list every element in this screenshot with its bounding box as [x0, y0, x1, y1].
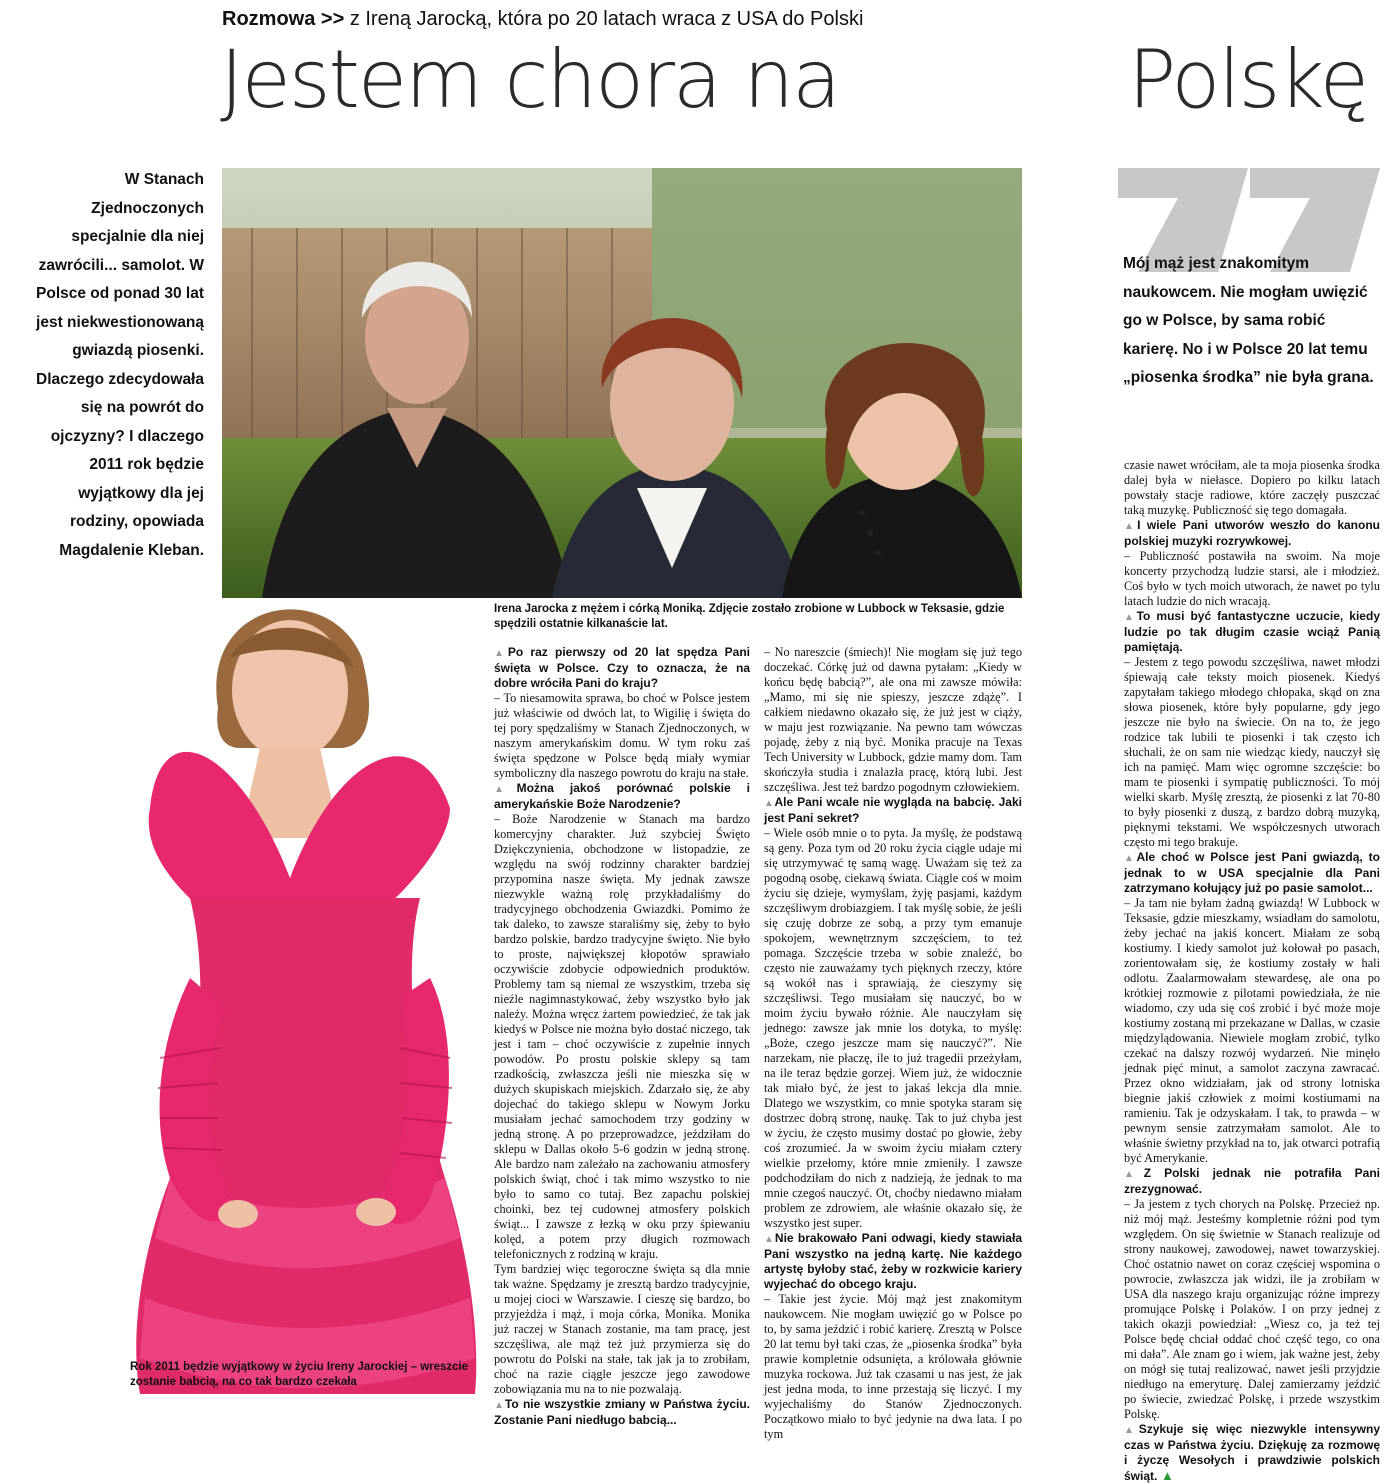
interview-answer: – Wiele osób mnie o to pyta. Ja myślę, że podstawą są geny. Poza tym od 20 roku życia ciągle udaje mi się utrzymywać tę samą wagę. Uważam się też za pogodną osobę, ciekawą świata. Ciągle coś w moim życiu się dzieje, wymyślam, żyję pasjami, każdym szczęśliwym drobiazgiem. I tak myślę sobie, że jeśli się czuję dobrze ze sobą, a przy tym emanuje spokojem, wewnętrznym szczęściem, to też pomaga. Szczęście trzeba w sobie znaleźć, bo często nie zauważamy tych pięknych rzeczy, które są wokół nas i sprawiają, że cieszymy się szczęśliwsi. Tego musiałam się nauczyć, bo w moim życiu bywało różnie. Ale nauczyłam się jednego: zawsze jak mnie los dotyka, to myślę: „Boże, czego jeszcze mam się nauczyć?”. Nie narzekam, nie płaczę, ile to już tragedii przeżyłam, na ile teraz będzie gorzej. Wiem już, że widocznie tak miało być, że jest to jakaś lekcja dla mnie. Dlatego we wszystkim, co mnie spotyka staram się dostrzec dobrą stronę, naukę. Tak to już chyba jest w życiu, że często musimy dostać po głowie, żeby coś zrozumieć. Ja w swoim życiu miałam cztery wielkie przełomy, które mnie zmieniły. I zawsze podchodziłam do nich z nadzieją, że jednak to ma mnie czegoś nauczyć. Ot, choćby niedawno miałam problem ze zdrowiem, ale właśnie okazało się, że wszystko jest super.: [764, 826, 1022, 1230]
kicker-text: z Ireną Jarocką, która po 20 latach wraca z USA do Polski: [344, 8, 864, 30]
interview-answer: – Jestem z tego powodu szczęśliwa, nawet młodzi śpiewają całe teksty moich piosenek. Kiedyś zapytałam takiego młodego chłopaka, skąd on zna słowa piosenek, które były popularne, gdy jego jeszcze nie było na świecie. On na to, że jego rodzice tak lubili te piosenki i tak często ich słuchali, że on sam nie wiedząc kiedy, nauczył się ich na pamięć. Mam więc ogromne szczęście: bo mam te piosenki i sympatię publiczności. To mój wielki skarb. Myślę zresztą, że piosenki z lat 70-80 to były piosenki z duszą, z bardzo dobrą muzyką, pięknymi tekstami. We współczesnych utworach często mi tego brakuje.: [1124, 655, 1380, 849]
interview-question: ▲ Można jakoś porównać polskie i amerykańskie Boże Narodzenie?: [494, 781, 750, 812]
end-of-article-icon: ▲: [1157, 1468, 1174, 1483]
lead-paragraph: W Stanach Zjednoczonych specjalnie dla niej zawrócili... samolot. W Polsce od ponad 30 lat jest niekwestionowaną gwiazdą piosenki. Dlaczego zdecydowała się na powrót do ojczyzny? I dlaczego 2011 rok będzie wyjątkowy dla jej rodziny, opowiada Magdalenie Kleban.: [36, 171, 204, 559]
interview-question: ▲ To musi być fantastyczne uczucie, kiedy ludzie po tak długim czasie wciąż Panią pamiętają.: [1124, 609, 1380, 655]
kicker: [222, 8, 1122, 31]
interview-question: ▲ Ale Pani wcale nie wygląda na babcię. Jaki jest Pani sekret?: [764, 795, 1022, 826]
interview-question: ▲ To nie wszystkie zmiany w Państwa życiu. Zostanie Pani niedługo babcią...: [494, 1397, 750, 1428]
interview-question: ▲ Ale choć w Polsce jest Pani gwiazdą, to jednak to w USA specjalnie dla Pani zatrzymano kołujący już po pasie samolot...: [1124, 850, 1380, 896]
red-dress-photo: [130, 578, 480, 1394]
interview-question: ▲ Z Polski jednak nie potrafiła Pani zrezygnować.: [1124, 1166, 1380, 1197]
family-photo-caption: Irena Jarocka z mężem i córką Moniką. Zdjęcie zostało zrobione w Lubbock w Teksasie, gdzie spędzili ostatnie kilkanaście lat.: [494, 603, 1005, 630]
interview-question: ▲ Nie brakowało Pani odwagi, kiedy stawiała Pani wszystko na jedną kartę. Nie każdego artystę byłoby stać, żeby w rozkwicie kariery wyjechać do obcego kraju.: [764, 1231, 1022, 1292]
article-column-2: [764, 645, 1022, 1441]
headline-part-1: Jestem chora na: [220, 33, 840, 126]
interview-question: ▲ Po raz pierwszy od 20 lat spędza Pani święta w Polsce. Czy to oznacza, że na dobre wróciła Pani do kraju?: [494, 645, 750, 691]
interview-answer: – Ja jestem z tych chorych na Polskę. Przecież np. niż mój mąż. Jesteśmy kompletnie różni pod tym względem. On się świetnie w Stanach realizuje od strony naukowej, zawodowej, nawet towarzyskiej. Choć ostatnio nawet on coraz częściej wspomina o powrocie, zwłaszcza jak widzi, ile ja zrobiłam w USA dla naszego kraju organizując różne imprezy promujące Polskę i Polaków. I on przy jednej z takich okazji powiedział: „Wiesz co, ja też tej Polsce będę chciał oddać choć część tego, co ona mi dała”. Ale znam go i wiem, jak ważne jest, żeby on mógł się tutaj realizować, nawet jeśli przyjdzie niedługo na emeryturę. Dalej zamierzamy jeździć po świecie, zwiedzać Polskę, i przede wszystkim Polskę.: [1124, 1197, 1380, 1421]
pull-quote: Mój mąż jest znakomitym naukowcem. Nie mogłam uwięzić go w Polsce, by sama robić karierę. No i w Polsce 20 lat temu „piosenka środka” nie była grana.: [1123, 255, 1374, 386]
interview-answer: – To niesamowita sprawa, bo choć w Polsce jestem już właściwie od dwóch lat, to Wigilię i święta do tej pory spędzaliśmy w Stanach Zjednoczonych, w naszym amerykańskim domu. W tym roku zaś święta spędzone w Polsce będą miały wymiar symboliczny dla naszego powrotu do kraju na stałe.: [494, 691, 750, 780]
interview-answer: – Takie jest życie. Mój mąż jest znakomitym naukowcem. Nie mogłam uwięzić go w Polsce po to, by sama jeździć i robić karierę. Zresztą w Polsce 20 lat temu był taki czas, że „piosenka środka” była prawie kompletnie odsunięta, a królowała głównie muzyka rockowa. Już tak czasami u nas jest, że jak jest jedna moda, to inne przestają się liczyć. I my wyjechaliśmy do Stanów Zjednoczonych. Początkowo miało to być jedynie na dwa lata. I po tym: [764, 1292, 1022, 1441]
red-dress-photo-caption: Rok 2011 będzie wyjątkowy w życiu Ireny Jarockiej – wreszcie zostanie babcią, na co tak bardzo czekała: [130, 1361, 469, 1388]
headline-part-2: Polskę: [1128, 33, 1367, 126]
interview-answer: – Boże Narodzenie w Stanach ma bardzo komercyjny charakter. Już szybciej Święto Dziękczynienia, obchodzone w listopadzie, ze względu na swój rodzinny charakter bardziej przypomina nasze święta. My jednak zawsze niezwykle ważną rolę przykładaliśmy do tradycyjnego obchodzenia Gwiazdki. Pomimo że tak daleko, to zawsze staraliśmy się, żeby to było bardzo polskie, bardzo tradycyjne święto. Nie było to proste, największej kłopotów sprawiało oczywiście zdobycie odpowiednich produktów. Problemy tam są niemal ze wszystkim, trzeba się nieźle nagimnastykować, żeby wszystko było jak należy. Można wręcz żartem powiedzieć, że tak jak kiedyś w Polsce nie można było dostać niczego, tak jest i tam – choć oczywiście z zupełnie innych powodów. Po prostu polskie sklepy są tam rzadkością, zwłaszcza jeśli nie mieszka się w dużych skupiskach miejskich. Zdarzało się, że aby dojechać do takiego sklepu w Nowym Jorku musiałam jechać samochodem trzy godziny w jedną stronę. A po przeprowadzce, jeździłam do sklepu w Dallas około 5-6 godzin w jedną stronę. Ale bardzo nam zależało na zachowaniu atmosfery polskich świąt, choć i tak mimo wszystko to nie było to samo co tutaj. Bez zapachu polskiej choinki, bez tej cudownej atmosfery polskich świąt... I zawsze z łezką w oku przy śpiewaniu kolęd, a potem przy długich rozmowach telefonicznych z rodziną w kraju.: [494, 812, 750, 1261]
interview-answer: – No nareszcie (śmiech)! Nie mogłam się już tego doczekać. Córkę już od dawna pytałam: „Kiedy w końcu będę babcią?”, ale ona mi zawsze mówiła: „Mamo, mi się nie spieszy, jeszcze zdążę”. I całkiem niedawno okazało się, że już jest w ciąży, w maju jest rozwiązanie. Na pewno tam wówczas pojadę, żeby z nią być. Monika pracuje na Texas Tech University w Lubbock, gdzie mamy dom. Tam skończyła studia i znalazła pracę, którą lubi. Jest szczęśliwa. Jest też bardzo pogodnym człowiekiem.: [764, 645, 1022, 794]
interview-answer: – Ja tam nie byłam żadną gwiazdą! W Lubbock w Teksasie, gdzie mieszkamy, wsiadłam do samolotu, żeby jechać na jakiś koncert. Miałam ze sobą kostiumy. I kiedy samolot już kołował po pasach, zorientowałam się, że kostiumy zostały w hali odlotu. Zaalarmowałam stewardesę, ale ona po krótkiej rozmowie z pilotami powiedziała, że nie wiadomo, czy uda się coś zrobić i być może moje kostiumy zostaną mi przekazane w Dallas, w czasie międzylądowania. Niewiele mogłam zrobić, tylko czekać na dalszy rozwój wydarzeń. Nie minęło jednak pięć minut, a samolot zaczyna zawracać. Przez okno widziałam, jak od strony lotniska biegnie jakiś człowiek z moimi kostiumami na ramieniu. Tak je odzyskałam. I tak, to prawda – w pewnym sensie zatrzymałam samolot. Ale to właśnie świetny przykład na to, jak otwarci potrafią być Amerykanie.: [1124, 896, 1380, 1165]
interview-answer: czasie nawet wróciłam, ale ta moja piosenka środka dalej była w niełasce. Dopiero po kilku latach powstały stacje radiowe, które zaczęły puszczać taką muzykę. Publiczność się tego domagała.: [1124, 458, 1380, 517]
kicker-label: Rozmowa >>: [222, 8, 345, 30]
article-column-1: [494, 645, 750, 1427]
interview-question: ▲ I wiele Pani utworów weszło do kanonu polskiej muzyki rozrywkowej.: [1124, 518, 1380, 549]
interview-question: ▲ Szykuje się więc niezwykle intensywny czas w Państwa życiu. Dziękuję za rozmowę i życzę Wesołych i prawdziwie polskich świąt. ▲: [1124, 1422, 1380, 1484]
family-photo: [222, 168, 1022, 598]
interview-answer: – Publiczność postawiła na swoim. Na moje koncerty przychodzą ludzie starsi, ale i młodzież. Coś było w tych moich utworach, że nawet po tylu latach ludzie do nich wracają.: [1124, 549, 1380, 608]
article-column-3: [1124, 458, 1381, 1483]
interview-answer: Tym bardziej więc tegoroczne święta są dla mnie tak ważne. Spędzamy je zresztą bardzo tradycyjnie, u mojej cioci w Warszawie. I cieszę się bardzo, bo przyjeżdża i mąż, i moja córka, Monika. Monika już raczej w Stanach zostanie, ma tam pracę, jest szczęśliwa, ale mąż też już przymierza się do powrotu do Polski na stałe, tak jak ja to zrobiłam, choć na razie ciągle jeszcze jego zawodowe zobowiązania mu na to nie pozwalają.: [494, 1262, 750, 1396]
